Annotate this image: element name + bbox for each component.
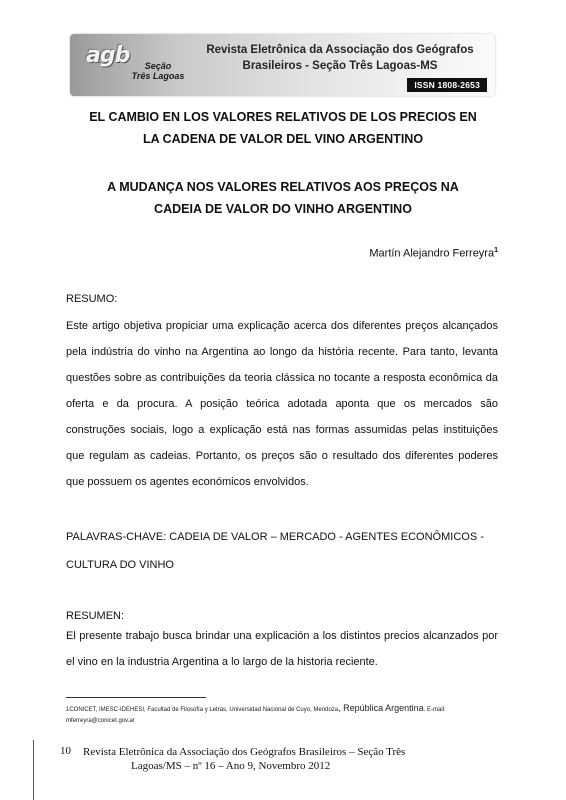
author-line xyxy=(369,247,498,260)
title-portuguese xyxy=(50,176,516,220)
journal-title-line1: Revista Eletrônica da Associação dos Geógrafos xyxy=(206,44,474,56)
logo-letters: agb xyxy=(86,43,130,68)
resumo-label: RESUMO: xyxy=(66,293,118,305)
issn-badge: ISSN 1808-2653 xyxy=(407,78,487,92)
author-name: Martín Alejandro Ferreyra xyxy=(369,247,495,260)
footnote-email: mferreyra@conicet.gov.ar xyxy=(66,718,135,724)
footer-line1: Revista Eletrônica da Associação dos Geógrafos Brasileiros – Seção Três xyxy=(83,746,406,758)
title-pt-line1: A MUDANÇA NOS VALORES RELATIVOS AOS PREÇOS NA xyxy=(107,180,459,194)
title-pt-line2: CADEIA DE VALOR DO VINHO ARGENTINO xyxy=(154,202,412,216)
logo-sub-line1: Seção xyxy=(144,61,172,71)
journal-title xyxy=(192,42,488,74)
title-spanish xyxy=(50,106,516,150)
footnote-country: , República Argentina xyxy=(338,703,424,713)
agb-logo xyxy=(80,40,185,90)
footnote-email-label: . E-mail: xyxy=(423,707,446,713)
footnote xyxy=(66,703,500,727)
page-number: 10 xyxy=(60,745,71,757)
logo-sub-line2: Três Lagoas xyxy=(131,71,185,81)
resumen-label: RESUMEN: xyxy=(66,610,125,622)
title-es-line2: LA CADENA DE VALOR DEL VINO ARGENTINO xyxy=(142,132,424,146)
footnote-marker: 1 xyxy=(494,247,498,254)
footer-citation xyxy=(83,745,423,773)
keywords: PALAVRAS-CHAVE: CADEIA DE VALOR – MERCADO - AGENTES ECONÔMICOS - CULTURA DO VINHO xyxy=(66,531,484,571)
footnote-divider xyxy=(66,697,206,698)
footer-line2: Lagoas/MS – nº 16 – Ano 9, Novembro 2012 xyxy=(131,760,331,772)
resumen-text: El presente trabajo busca brindar una explicación a los distintos precios alcanzados por el vino en la industria Argentina a lo largo de la historia reciente. xyxy=(66,630,498,668)
resumo-text: Este artigo objetiva propiciar uma explicação acerca dos diferentes preços alcançados pela indústria do vinho na Argentina ao longo da história recente. Para tanto, levanta questões sobre as contribuições da teoria clássica no tocante a resposta econômica da oferta e da procura. A posição teórica adotada aponta que os mercados são construções sociais, logo a explicação está nas formas assumidas pelas instituições que regulam as cadeias. Portanto, os preços são o resultado dos diferentes poderes que possuem os agentes económicos envolvidos. xyxy=(66,320,498,488)
footnote-affiliation: 1CONICET, IMESC-IDEHESI, Facultad de Filosofía y Letras, Universidad Nacional de Cuyo, Mendoza xyxy=(66,707,339,713)
title-es-line1: EL CAMBIO EN LOS VALORES RELATIVOS DE LOS PRECIOS EN xyxy=(89,110,477,124)
footer-divider xyxy=(33,740,34,800)
logo-subtitle xyxy=(130,61,186,81)
journal-title-line2: Brasileiros - Seção Três Lagoas-MS xyxy=(242,60,438,72)
journal-header-banner xyxy=(70,34,495,96)
